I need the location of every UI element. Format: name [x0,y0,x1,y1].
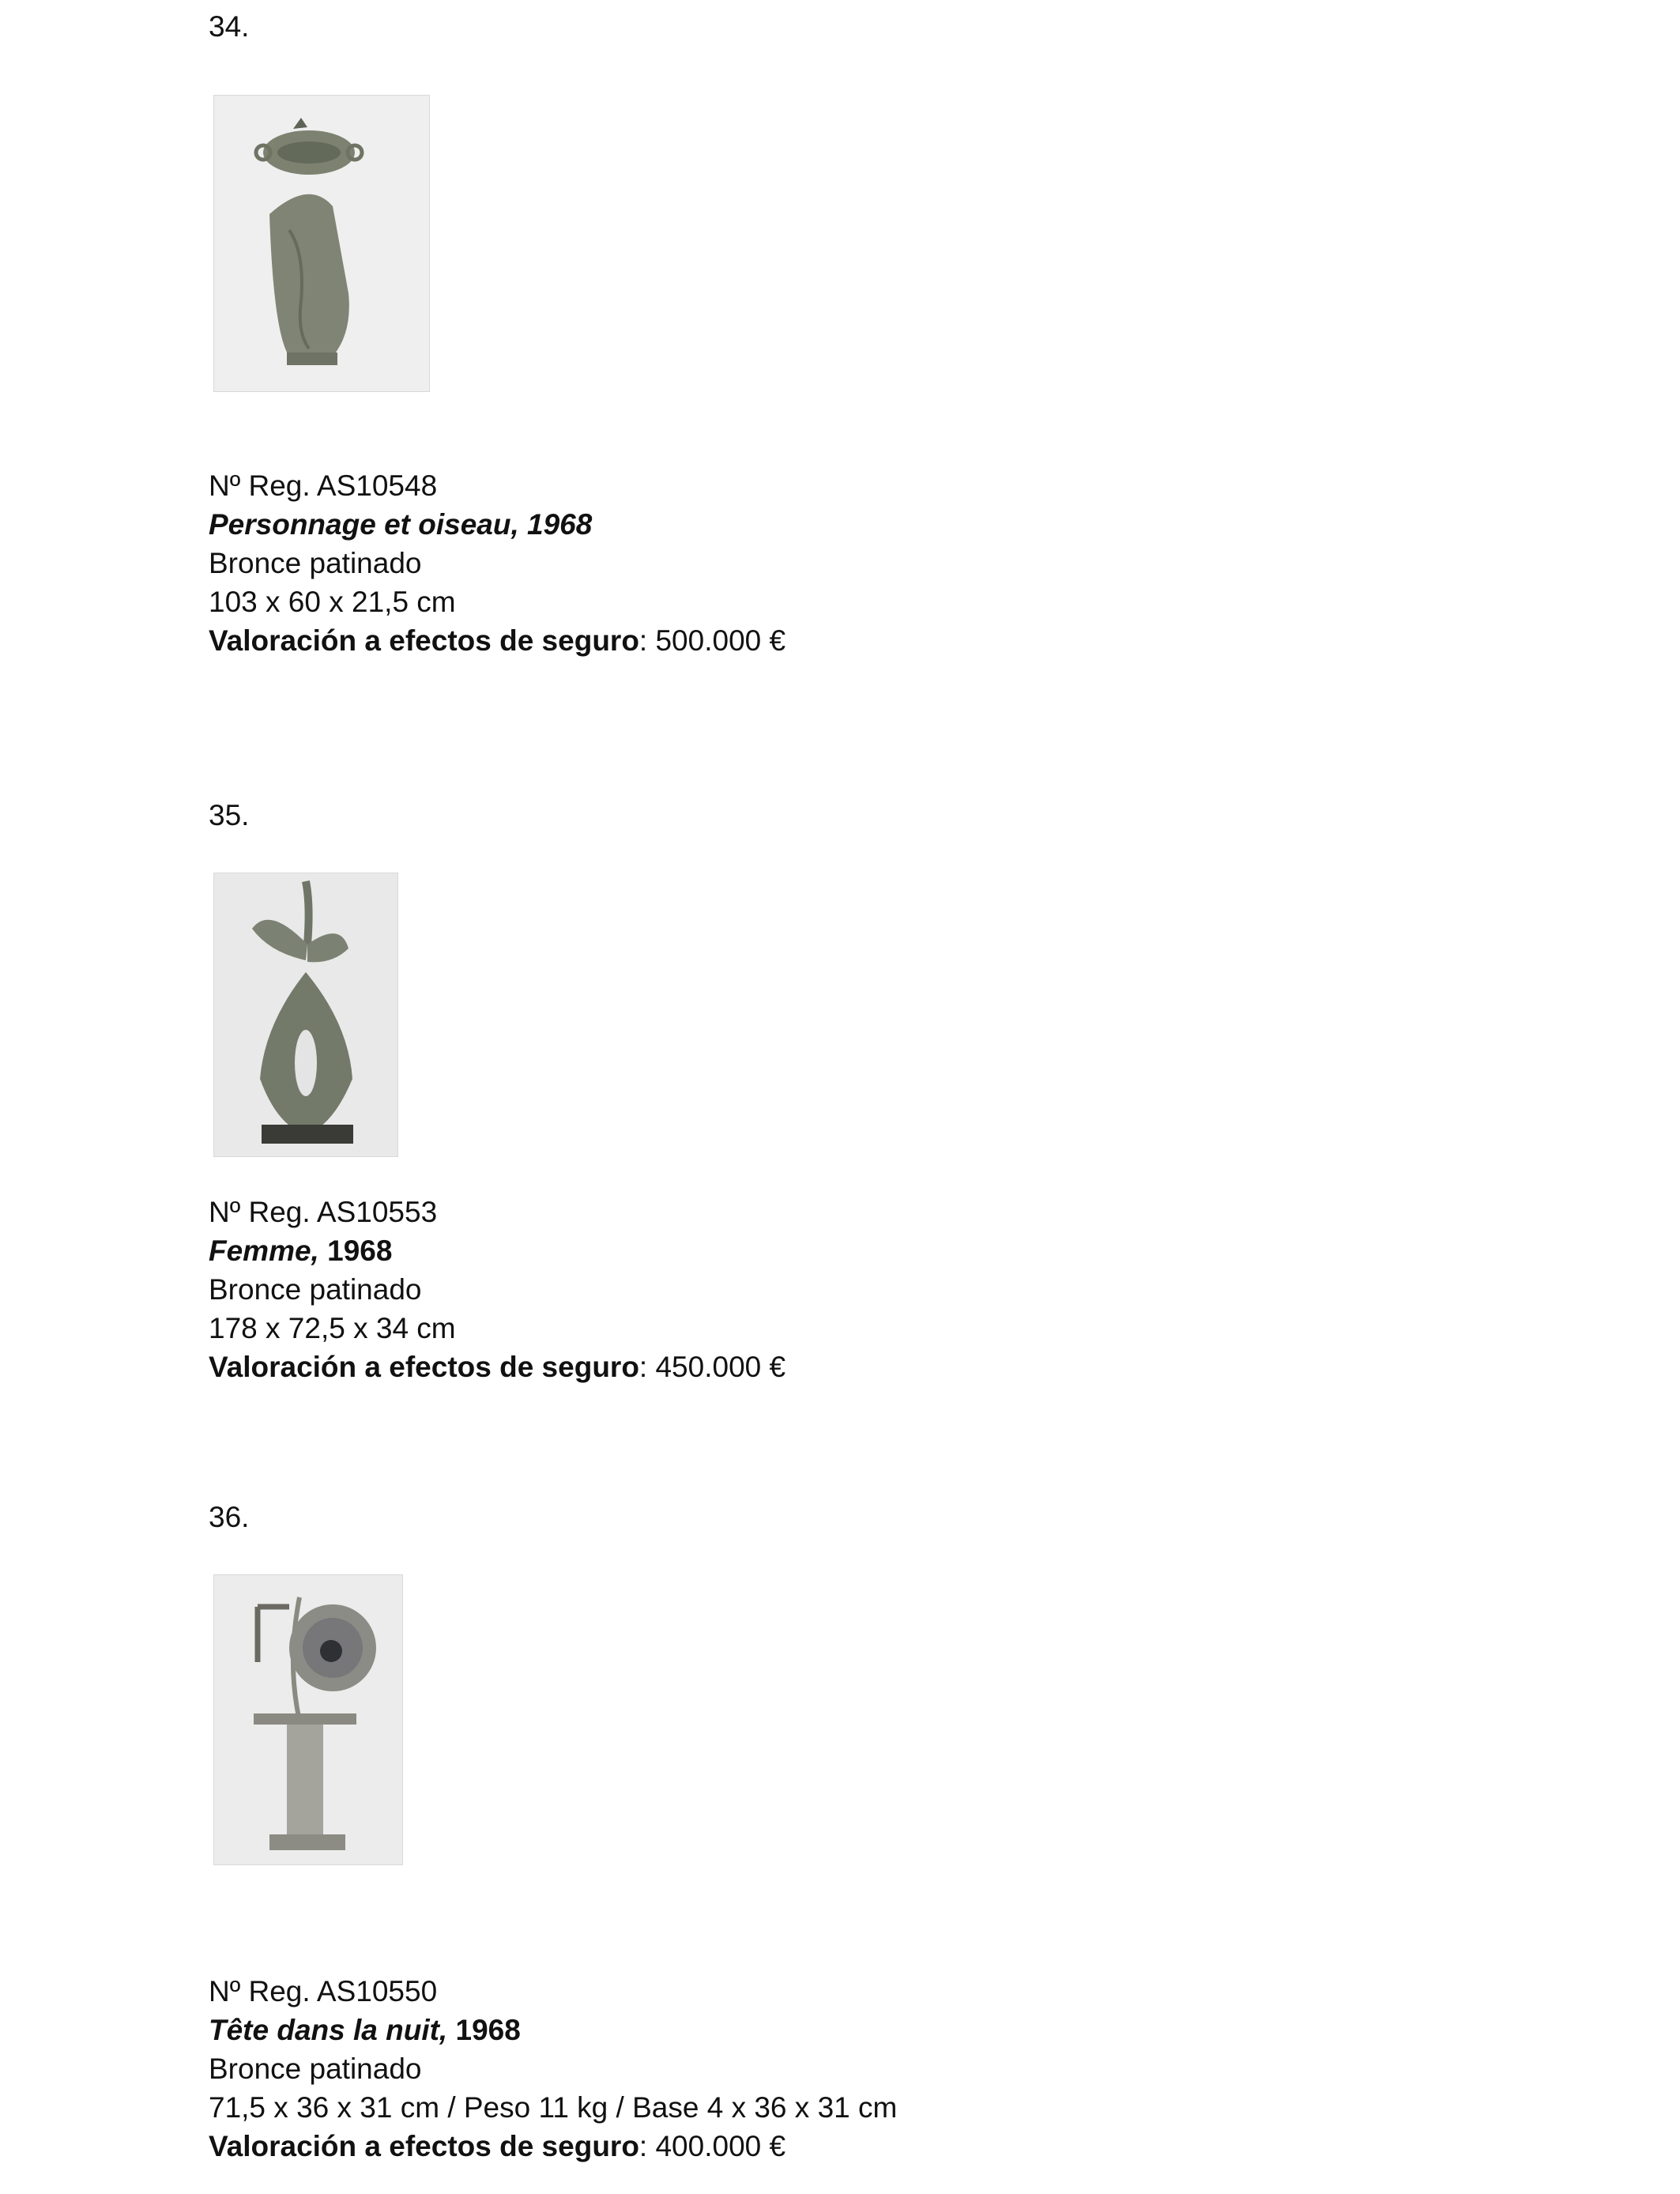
dimensions: 178 x 72,5 x 34 cm [209,1312,456,1344]
entry-number: 35. [209,799,250,831]
artwork-title-text: Tête dans la nuit, [209,2014,448,2046]
artwork-year: 1968 [318,1235,393,1267]
valuation-label: Valoración a efectos de seguro [209,624,639,657]
valuation-label: Valoración a efectos de seguro [209,2130,639,2162]
entry-number: 34. [209,10,250,43]
artwork-title-text: Femme, [209,1235,319,1267]
registry-number: Nº Reg. AS10553 [209,1196,438,1228]
valuation-value: : 450.000 € [638,1351,786,1383]
artwork-title [209,507,592,542]
entry-number: 36. [209,1501,250,1533]
artwork-title [209,1234,392,1269]
material: Bronce patinado [209,1273,422,1306]
valuation-value: : 400.000 € [638,2130,786,2162]
material: Bronce patinado [209,547,422,579]
artwork-year: 1968 [447,2014,521,2046]
valuation [209,2129,785,2164]
registry-number: Nº Reg. AS10548 [209,469,438,502]
artwork-title [209,2013,521,2048]
dimensions: 103 x 60 x 21,5 cm [209,586,456,618]
sculpture-photo [213,873,398,1157]
sculpture-photo [213,1574,403,1865]
valuation-value: : 500.000 € [638,624,786,657]
artwork-title-text: Personnage et oiseau, 1968 [209,508,593,541]
dimensions: 71,5 x 36 x 31 cm / Peso 11 kg / Base 4 x 36 x 31 cm [209,2091,898,2124]
material: Bronce patinado [209,2053,422,2085]
sculpture-photo [213,95,430,392]
valuation [209,624,785,658]
valuation-label: Valoración a efectos de seguro [209,1351,639,1383]
registry-number: Nº Reg. AS10550 [209,1975,438,2007]
valuation [209,1350,785,1385]
